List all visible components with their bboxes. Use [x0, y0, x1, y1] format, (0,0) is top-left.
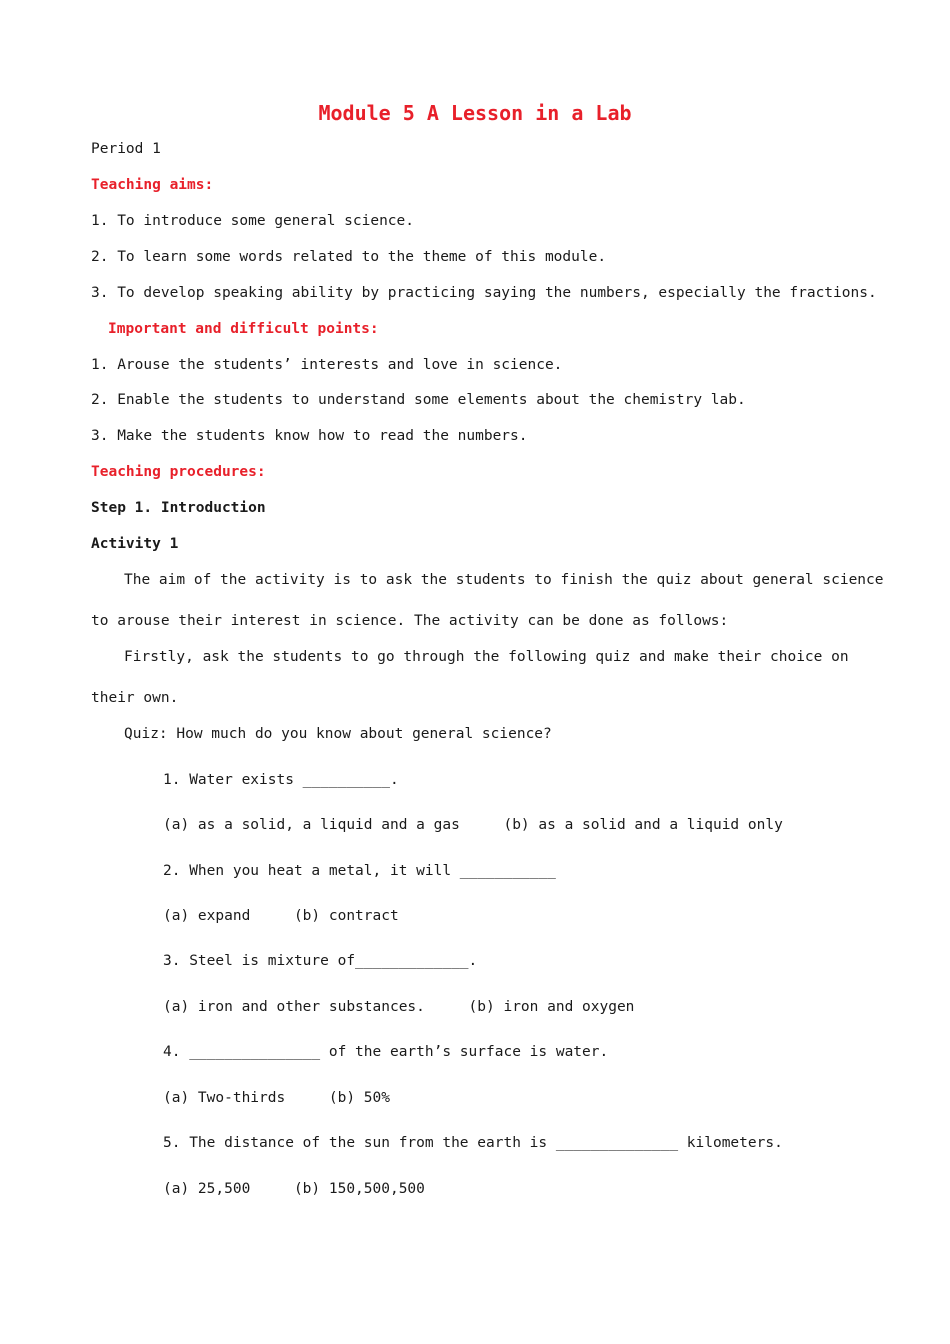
point-item: 2. Enable the students to understand some elements about the chemistry lab. — [91, 392, 746, 408]
paragraph-line: The aim of the activity is to ask the students to finish the quiz about general science — [124, 572, 884, 588]
point-item: 3. Make the students know how to read the numbers. — [91, 428, 528, 444]
paragraph-line: to arouse their interest in science. The activity can be done as follows: — [91, 613, 729, 629]
quiz-options: (a) Two-thirds (b) 50% — [163, 1090, 390, 1106]
page-title: Module 5 A Lesson in a Lab — [318, 101, 632, 125]
quiz-question: 5. The distance of the sun from the earth is ______________ kilometers. — [163, 1135, 783, 1151]
quiz-title: Quiz: How much do you know about general science? — [124, 726, 552, 742]
quiz-question: 4. _______________ of the earth’s surface is water. — [163, 1044, 609, 1060]
quiz-options: (a) as a solid, a liquid and a gas (b) as a solid and a liquid only — [163, 817, 783, 833]
quiz-options: (a) 25,500 (b) 150,500,500 — [163, 1181, 425, 1197]
quiz-question: 2. When you heat a metal, it will ___________ — [163, 863, 556, 879]
aims-heading: Teaching aims: — [91, 177, 214, 193]
paragraph-line: Firstly, ask the students to go through the following quiz and make their choice on — [124, 649, 849, 665]
point-item: 1. Arouse the students’ interests and love in science. — [91, 357, 563, 373]
quiz-question: 1. Water exists __________. — [163, 772, 399, 788]
step-heading: Step 1. Introduction — [91, 500, 266, 516]
aim-item: 1. To introduce some general science. — [91, 213, 415, 229]
aim-item: 3. To develop speaking ability by practicing saying the numbers, especially the fractions. — [91, 285, 877, 301]
procedures-heading: Teaching procedures: — [91, 464, 266, 480]
quiz-question: 3. Steel is mixture of_____________. — [163, 953, 478, 969]
aim-item: 2. To learn some words related to the theme of this module. — [91, 249, 607, 265]
activity-heading: Activity 1 — [91, 536, 179, 552]
paragraph-line: their own. — [91, 690, 179, 706]
period-label: Period 1 — [91, 141, 161, 157]
quiz-options: (a) expand (b) contract — [163, 908, 399, 924]
points-heading: Important and difficult points: — [108, 321, 379, 337]
quiz-options: (a) iron and other substances. (b) iron and oxygen — [163, 999, 635, 1015]
